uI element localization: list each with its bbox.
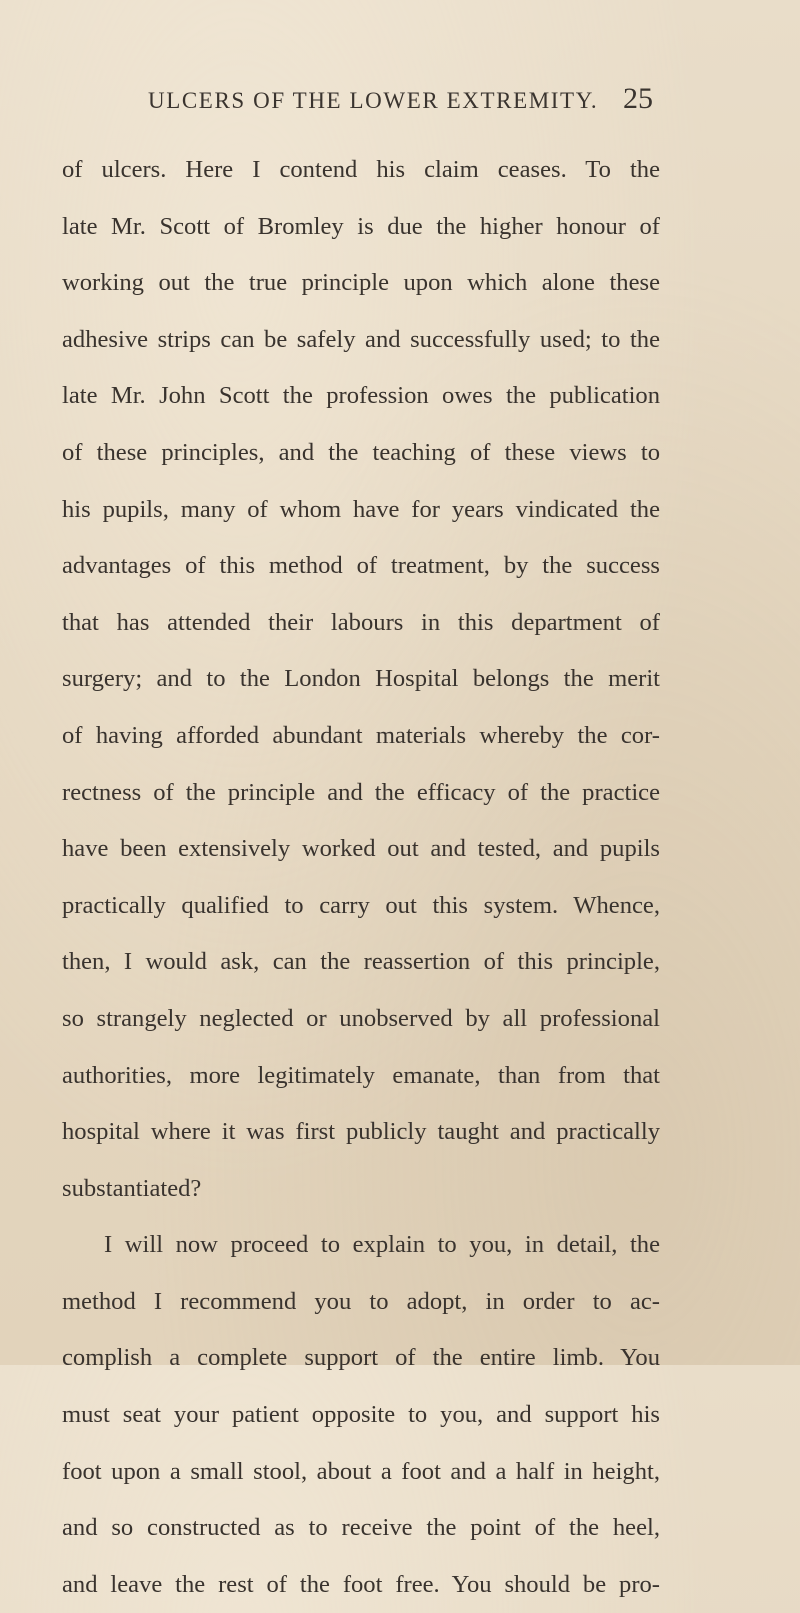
text-line: so strangely neglected or unobserved by all professional	[62, 1004, 660, 1032]
text-line: authorities, more legitimately emanate, than from that	[62, 1061, 660, 1089]
text-line: must seat your patient opposite to you, and support his	[62, 1401, 660, 1429]
paragraph-end-line: substantiated?	[62, 1174, 202, 1202]
text-line: late Mr. Scott of Bromley is due the higher honour of	[62, 212, 660, 240]
text-line: complish a complete support of the entire limb. You	[62, 1344, 660, 1372]
text-line: of having afforded abundant materials whereby the cor-	[62, 721, 660, 749]
text-line: practically qualified to carry out this system. Whence,	[62, 891, 660, 919]
page-number: 25	[623, 82, 653, 115]
text-line: hospital where it was first publicly taught and practically	[62, 1118, 660, 1146]
text-line: that has attended their labours in this department of	[62, 608, 660, 636]
paragraph-start-line: I will now proceed to explain to you, in detail, the	[104, 1231, 660, 1259]
text-line: have been extensively worked out and tested, and pupils	[62, 835, 660, 863]
running-title: ULCERS OF THE LOWER EXTREMITY.	[148, 88, 599, 113]
text-line: of ulcers. Here I contend his claim ceases. To the	[62, 156, 660, 183]
text-line: late Mr. John Scott the profession owes the publication	[62, 382, 660, 410]
text-line: working out the true principle upon which alone these	[62, 269, 660, 297]
text-line: rectness of the principle and the efficacy of the practice	[62, 778, 660, 806]
text-line: method I recommend you to adopt, in order to ac-	[62, 1287, 660, 1315]
text-line: foot upon a small stool, about a foot and a half in height,	[62, 1457, 660, 1485]
text-line: adhesive strips can be safely and successfully used; to the	[62, 325, 660, 353]
text-line: of these principles, and the teaching of these views to	[62, 438, 660, 466]
text-line: his pupils, many of whom have for years vindicated the	[62, 495, 660, 523]
text-line: and so constructed as to receive the point of the heel,	[62, 1514, 660, 1542]
text-line: surgery; and to the London Hospital belongs the merit	[62, 665, 660, 693]
text-line: then, I would ask, can the reassertion of this principle,	[62, 948, 660, 976]
text-line: advantages of this method of treatment, by the success	[62, 552, 660, 580]
body-text	[62, 142, 660, 1613]
text-line: and leave the rest of the foot free. You should be pro-	[62, 1570, 660, 1598]
running-head	[0, 82, 800, 124]
